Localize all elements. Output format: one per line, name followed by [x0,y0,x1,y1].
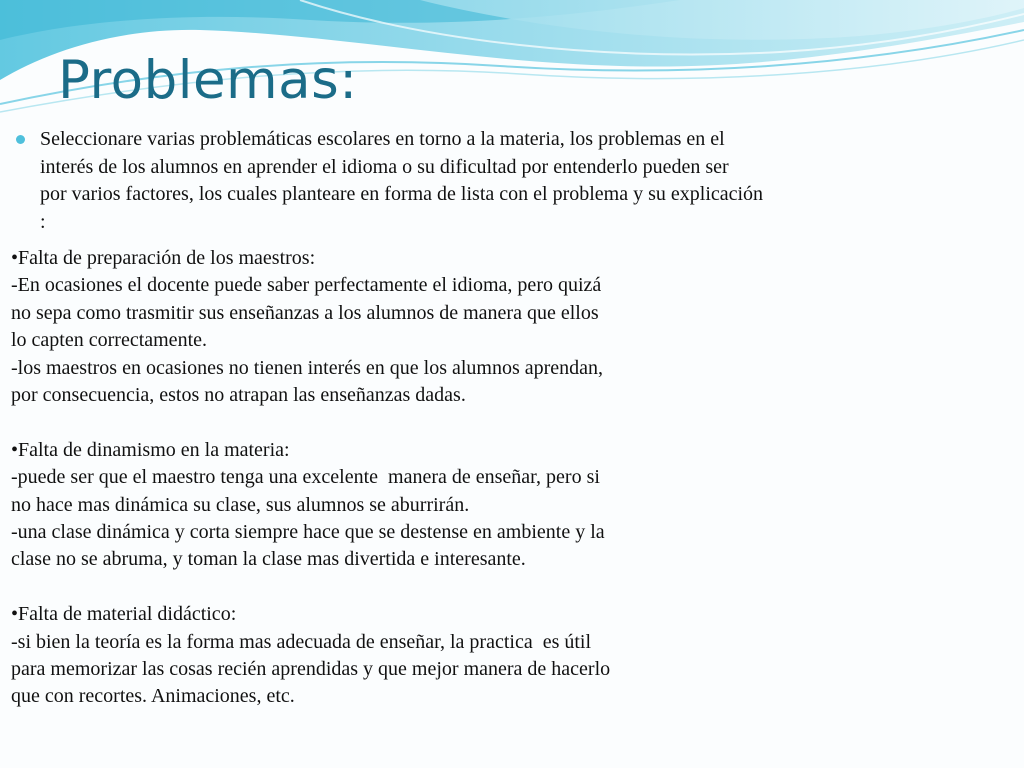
section-heading: •Falta de preparación de los maestros: [11,247,316,269]
section-line: -puede ser que el maestro tenga una excelente manera de enseñar, pero si [11,466,600,489]
section-line: no sepa como trasmitir sus enseñanzas a los alumnos de manera que ellos [11,301,599,324]
problem-section [11,437,771,574]
intro-bullet [16,126,896,236]
section-line: clase no se abruma, y toman la clase mas divertida e interesante. [11,548,526,571]
section-line: para memorizar las cosas recién aprendidas y que mejor manera de hacerlo [11,658,611,681]
section-line: por consecuencia, estos no atrapan las enseñanzas dadas. [11,384,466,407]
section-line: -si bien la teoría es la forma mas adecuada de enseñar, la practica es útil [11,630,592,653]
section-heading: •Falta de dinamismo en la materia: [11,438,290,461]
section-heading: •Falta de material didáctico: [11,603,237,626]
problem-section [11,245,771,409]
intro-text: Seleccionare varias problemáticas escolares en torno a la materia, los problemas en el interés de los alumnos en aprender el idioma o su dificultad por entenderlo pueden ser por varios factores, los cuales planteare en forma de lista con el problema y su explicación : [40,128,764,233]
bullet-dot-icon [16,135,25,144]
problem-section [11,601,771,711]
section-line: no hace mas dinámica su clase, sus alumnos se aburrirán. [11,493,470,516]
problem-list [11,245,771,738]
section-line: que con recortes. Animaciones, etc. [11,685,295,708]
section-line: -los maestros en ocasiones no tienen interés en que los alumnos aprendan, [11,356,604,379]
section-line: lo capten correctamente. [11,329,207,352]
section-line: -En ocasiones el docente puede saber perfectamente el idioma, pero quizá [11,274,602,297]
slide-title: Problemas: [58,50,358,111]
section-line: -una clase dinámica y corta siempre hace que se destense en ambiente y la [11,521,605,544]
